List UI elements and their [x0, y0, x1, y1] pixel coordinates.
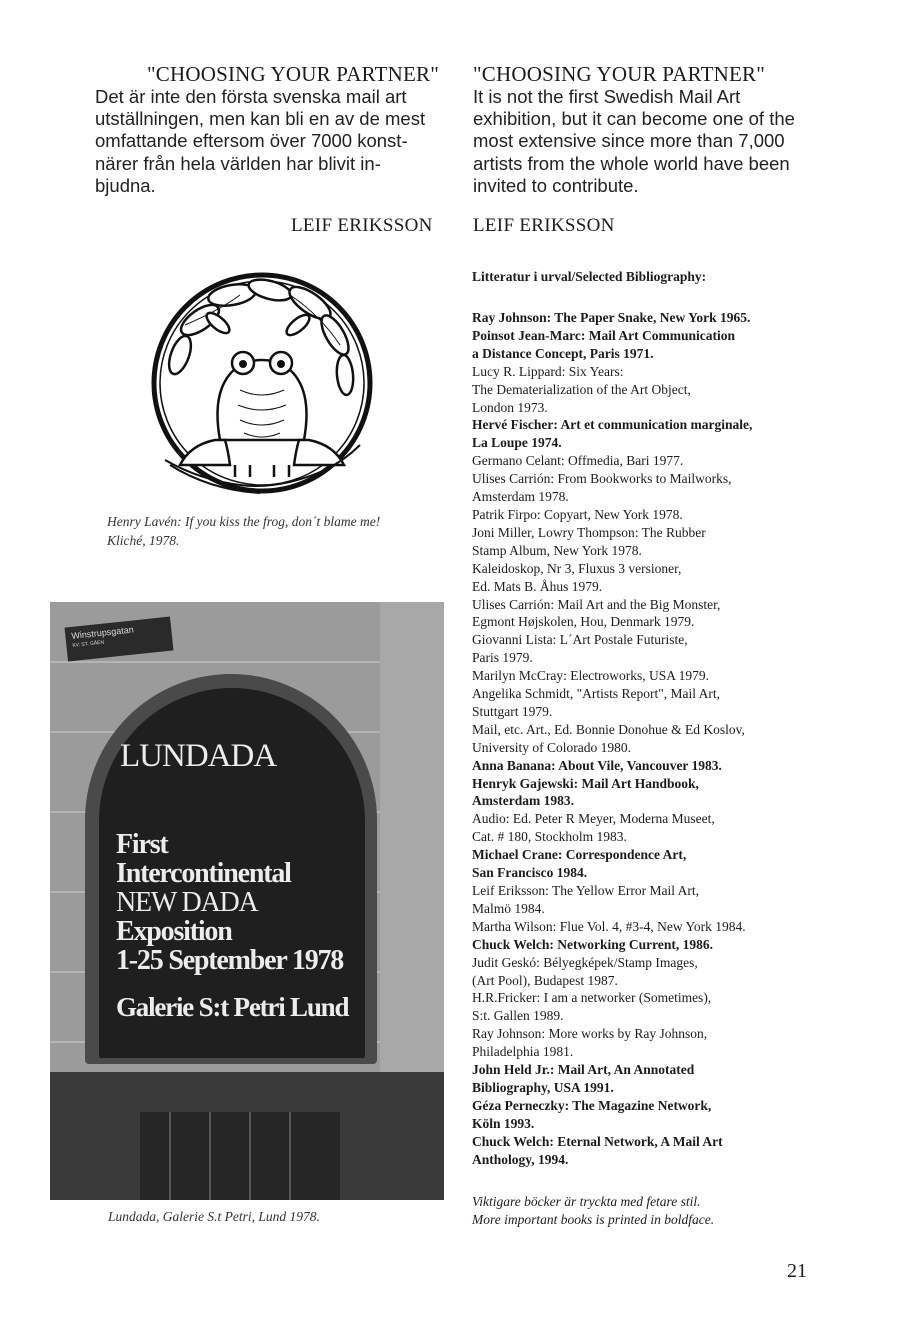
poster-line: First: [116, 829, 168, 860]
bibliography-entry: Hervé Fischer: Art et communication marginale,: [472, 417, 753, 433]
photo-caption: Lundada, Galerie S.t Petri, Lund 1978.: [108, 1209, 320, 1224]
bibliography-entry: Joni Miller, Lowry Thompson: The Rubber: [472, 524, 706, 540]
swedish-paragraph: [95, 86, 445, 197]
frog-caption: [107, 512, 380, 550]
bibliography-entry: Ed. Mats B. Åhus 1979.: [472, 578, 603, 594]
english-line: most extensive since more than 7,000: [473, 130, 785, 152]
bibliography-entry: Marilyn McCray: Electroworks, USA 1979.: [472, 668, 709, 684]
bold-note: [472, 1193, 714, 1229]
bibliography-entry: a Distance Concept, Paris 1971.: [472, 345, 654, 361]
bibliography-entry: Judit Geskó: Bélyegképek/Stamp Images,: [472, 954, 698, 970]
bibliography-entry: Chuck Welch: Networking Current, 1986.: [472, 936, 714, 952]
swedish-heading: "CHOOSING YOUR PARTNER": [147, 62, 439, 86]
bibliography-entry: Ray Johnson: The Paper Snake, New York 1965.: [472, 310, 751, 325]
bibliography-entry: Stuttgart 1979.: [472, 703, 553, 719]
bibliography-entry: Giovanni Lista: L´Art Postale Futuriste,: [472, 632, 688, 648]
bibliography-entry: Chuck Welch: Eternal Network, A Mail Art: [472, 1133, 723, 1149]
bibliography-entry: Leif Eriksson: The Yellow Error Mail Art,: [472, 883, 699, 898]
bibliography-entry: Ulises Carrión: Mail Art and the Big Monster,: [472, 596, 721, 612]
bibliography-entry: Malmö 1984.: [472, 900, 545, 916]
english-heading: "CHOOSING YOUR PARTNER": [473, 62, 765, 86]
swedish-line: omfattande eftersom över 7000 konst-: [95, 130, 408, 152]
bibliography-entry: Patrik Firpo: Copyart, New York 1978.: [472, 506, 683, 522]
frog-caption-line: Kliché, 1978.: [107, 533, 180, 548]
bibliography-entry: Köln 1993.: [472, 1115, 535, 1131]
bibliography-entry: Amsterdam 1978.: [472, 489, 569, 505]
bibliography-entry: Bibliography, USA 1991.: [472, 1079, 614, 1095]
bibliography-entry: John Held Jr.: Mail Art, An Annotated: [472, 1062, 695, 1078]
bibliography-entry: Cat. # 180, Stockholm 1983.: [472, 829, 627, 845]
bibliography-entry: San Francisco 1984.: [472, 865, 588, 881]
swedish-line: närer från hela världen har blivit in-: [95, 152, 381, 174]
bibliography-entry: Ray Johnson: More works by Ray Johnson,: [472, 1026, 708, 1042]
bibliography-entry: La Loupe 1974.: [472, 435, 562, 451]
bibliography-entry: Angelika Schmidt, "Artists Report", Mail Art,: [472, 686, 721, 702]
bibliography-entry: (Art Pool), Budapest 1987.: [472, 972, 618, 988]
bibliography-entry: Ulises Carrión: From Bookworks to Mailworks,: [472, 471, 732, 487]
swedish-line: utställningen, men kan bli en av de mest: [95, 108, 426, 130]
bold-note-line: More important books is printed in boldface.: [472, 1212, 715, 1227]
bibliography-list: [472, 309, 852, 1169]
bibliography-heading: Litteratur i urval/Selected Bibliography:: [472, 269, 707, 284]
bibliography-entry: Martha Wilson: Flue Vol. 4, #3-4, New York 1984.: [472, 918, 746, 934]
poster-venue: Galerie S:t Petri Lund: [116, 992, 349, 1022]
bold-note-line: Viktigare böcker är tryckta med fetare stil.: [472, 1194, 701, 1209]
page-number: 21: [787, 1260, 807, 1282]
bibliography-entry: Stamp Album, New York 1978.: [472, 542, 642, 558]
bibliography-entry: Poinsot Jean-Marc: Mail Art Communication: [472, 327, 735, 343]
street-sign-subtext: KV. ST. GÅEN: [72, 639, 105, 649]
bibliography-entry: Philadelphia 1981.: [472, 1044, 574, 1060]
poster-line: NEW DADA: [116, 887, 258, 918]
poster-line: Intercontinental: [116, 858, 291, 889]
poster-lines: [116, 830, 343, 975]
bibliography-entry: Henryk Gajewski: Mail Art Handbook,: [472, 775, 699, 791]
bibliography-entry: Kaleidoskop, Nr 3, Fluxus 3 versioner,: [472, 560, 682, 576]
street-sign-name: Winstrupsgatan: [70, 624, 135, 641]
poster-title: LUNDADA: [120, 738, 277, 774]
bibliography-entry: Mail, etc. Art., Ed. Bonnie Donohue & Ed Koslov,: [472, 721, 745, 737]
poster-line: 1-25 September 1978: [116, 945, 344, 976]
bibliography-entry: Anthology, 1994.: [472, 1151, 569, 1167]
bibliography-entry: Amsterdam 1983.: [472, 793, 574, 809]
bibliography-entry: Audio: Ed. Peter R Meyer, Moderna Museet,: [472, 811, 715, 827]
english-paragraph: [473, 86, 823, 197]
swedish-line: Det är inte den första svenska mail art: [95, 86, 407, 107]
bibliography-entry: H.R.Fricker: I am a networker (Sometimes),: [472, 990, 712, 1006]
english-line: It is not the first Swedish Mail Art: [473, 86, 741, 107]
english-line: invited to contribute.: [473, 174, 639, 196]
bibliography-entry: Germano Celant: Offmedia, Bari 1977.: [472, 453, 684, 469]
english-author: LEIF ERIKSSON: [473, 215, 615, 236]
bibliography-entry: University of Colorado 1980.: [472, 739, 631, 755]
bibliography-entry: Michael Crane: Correspondence Art,: [472, 847, 687, 863]
poster-line: Exposition: [116, 916, 232, 947]
english-line: artists from the whole world have been: [473, 152, 790, 174]
bibliography-entry: Paris 1979.: [472, 650, 533, 666]
bibliography-entry: London 1973.: [472, 399, 548, 415]
bibliography-entry: S:t. Gallen 1989.: [472, 1008, 564, 1024]
bibliography-entry: Lucy R. Lippard: Six Years:: [472, 363, 624, 379]
bibliography-entry: The Dematerialization of the Art Object,: [472, 381, 691, 397]
english-line: exhibition, but it can become one of the: [473, 108, 795, 130]
bibliography-entry: Anna Banana: About Vile, Vancouver 1983.: [472, 757, 722, 773]
bibliography-entry: Egmont Højskolen, Hou, Denmark 1979.: [472, 614, 695, 630]
frog-illustration: [140, 265, 384, 499]
frog-caption-line: Henry Lavén: If you kiss the frog, don´t blame me!: [107, 514, 381, 529]
bibliography-entry: Géza Perneczky: The Magazine Network,: [472, 1097, 712, 1113]
swedish-author: LEIF ERIKSSON: [291, 215, 433, 236]
exhibition-photo: [50, 602, 444, 1200]
swedish-line: bjudna.: [95, 174, 156, 196]
